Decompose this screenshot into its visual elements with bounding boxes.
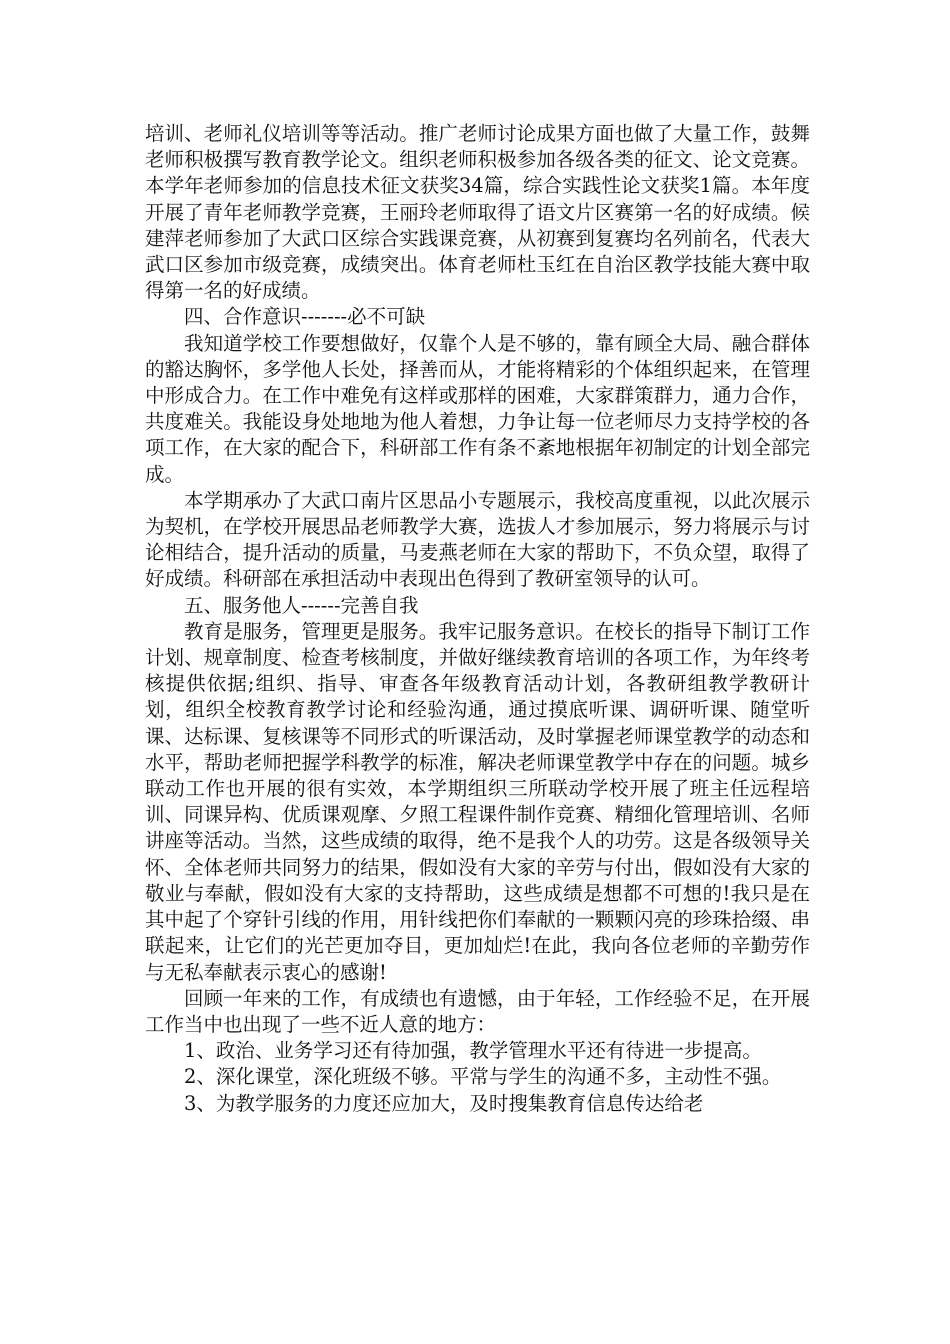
- paragraph-2: 我知道学校工作要想做好，仅靠个人是不够的，靠有顾全大局、融合群体的豁达胸怀，多学他人长处，择善而从，才能将精彩的个体组织起来，在管理中形成合力。在工作中难免有这样或那样的困难，大家群策群力，通力合作，共度难关。我能设身处地地为他人着想，力争让每一位老师尽力支持学校的各项工作，在大家的配合下，科研部工作有条不紊地根据年初制定的计划全部完成。: [145, 331, 810, 486]
- document-body: [145, 121, 810, 1117]
- list-item-2: 2、深化课堂，深化班级不够。平常与学生的沟通不多，主动性不强。: [184, 1065, 782, 1089]
- list-item-3: 3、为教学服务的力度还应加大，及时搜集教育信息传达给老: [184, 1091, 704, 1115]
- section-heading-cooperation: 四、合作意识-------必不可缺: [184, 305, 426, 329]
- paragraph-3: 本学期承办了大武口南片区思品小专题展示，我校高度重视，以此次展示为契机，在学校开展思品老师教学大赛，选拔人才参加展示，努力将展示与讨论相结合，提升活动的质量，马麦燕老师在大家的帮助下，不负众望，取得了好成绩。科研部在承担活动中表现出色得到了教研室领导的认可。: [145, 488, 810, 591]
- list-item-1: 1、政治、业务学习还有待加强，教学管理水平还有待进一步提高。: [184, 1039, 762, 1063]
- paragraph-1: 培训、老师礼仪培训等等活动。推广老师讨论成果方面也做了大量工作，鼓舞老师积极撰写教育教学论文。组织老师积极参加各级各类的征文、论文竞赛。本学年老师参加的信息技术征文获奖34篇，综合实践性论文获奖1篇。本年度开展了青年老师教学竞赛，王丽玲老师取得了语文片区赛第一名的好成绩。候建萍老师参加了大武口区综合实践课竞赛，从初赛到复赛均名列前名，代表大武口区参加市级竞赛，成绩突出。体育老师杜玉红在自治区教学技能大赛中取得第一名的好成绩。: [145, 122, 810, 303]
- paragraph-5: 回顾一年来的工作，有成绩也有遗憾，由于年轻，工作经验不足，在开展工作当中也出现了一些不近人意的地方：: [145, 986, 810, 1036]
- paragraph-4: 教育是服务，管理更是服务。我牢记服务意识。在校长的指导下制订工作计划、规章制度、检查考核制度，并做好继续教育培训的各项工作，为年终考核提供依据;组织、指导、审查各年级教育活动计划，各教研组教学教研计划，组织全校教育教学讨论和经验沟通，通过摸底听课、调研听课、随堂听课、达标课、复核课等不同形式的听课活动，及时掌握老师课堂教学的动态和水平，帮助老师把握学科教学的标准，解决老师课堂教学中存在的问题。城乡联动工作也开展的很有实效，本学期组织三所联动学校开展了班主任远程培训、同课异构、优质课观摩、夕照工程课件制作竞赛、精细化管理培训、名师讲座等活动。当然，这些成绩的取得，绝不是我个人的功劳。这是各级领导关怀、全体老师共同努力的结果，假如没有大家的辛劳与付出，假如没有大家的敬业与奉献，假如没有大家的支持帮助，这些成绩是想都不可想的!我只是在其中起了个穿针引线的作用，用针线把你们奉献的一颗颗闪亮的珍珠拾缀、串联起来，让它们的光芒更加夺目，更加灿烂!在此，我向各位老师的辛勤劳作与无私奉献表示衷心的感谢!: [145, 619, 810, 984]
- section-heading-service: 五、服务他人------完善自我: [184, 593, 419, 617]
